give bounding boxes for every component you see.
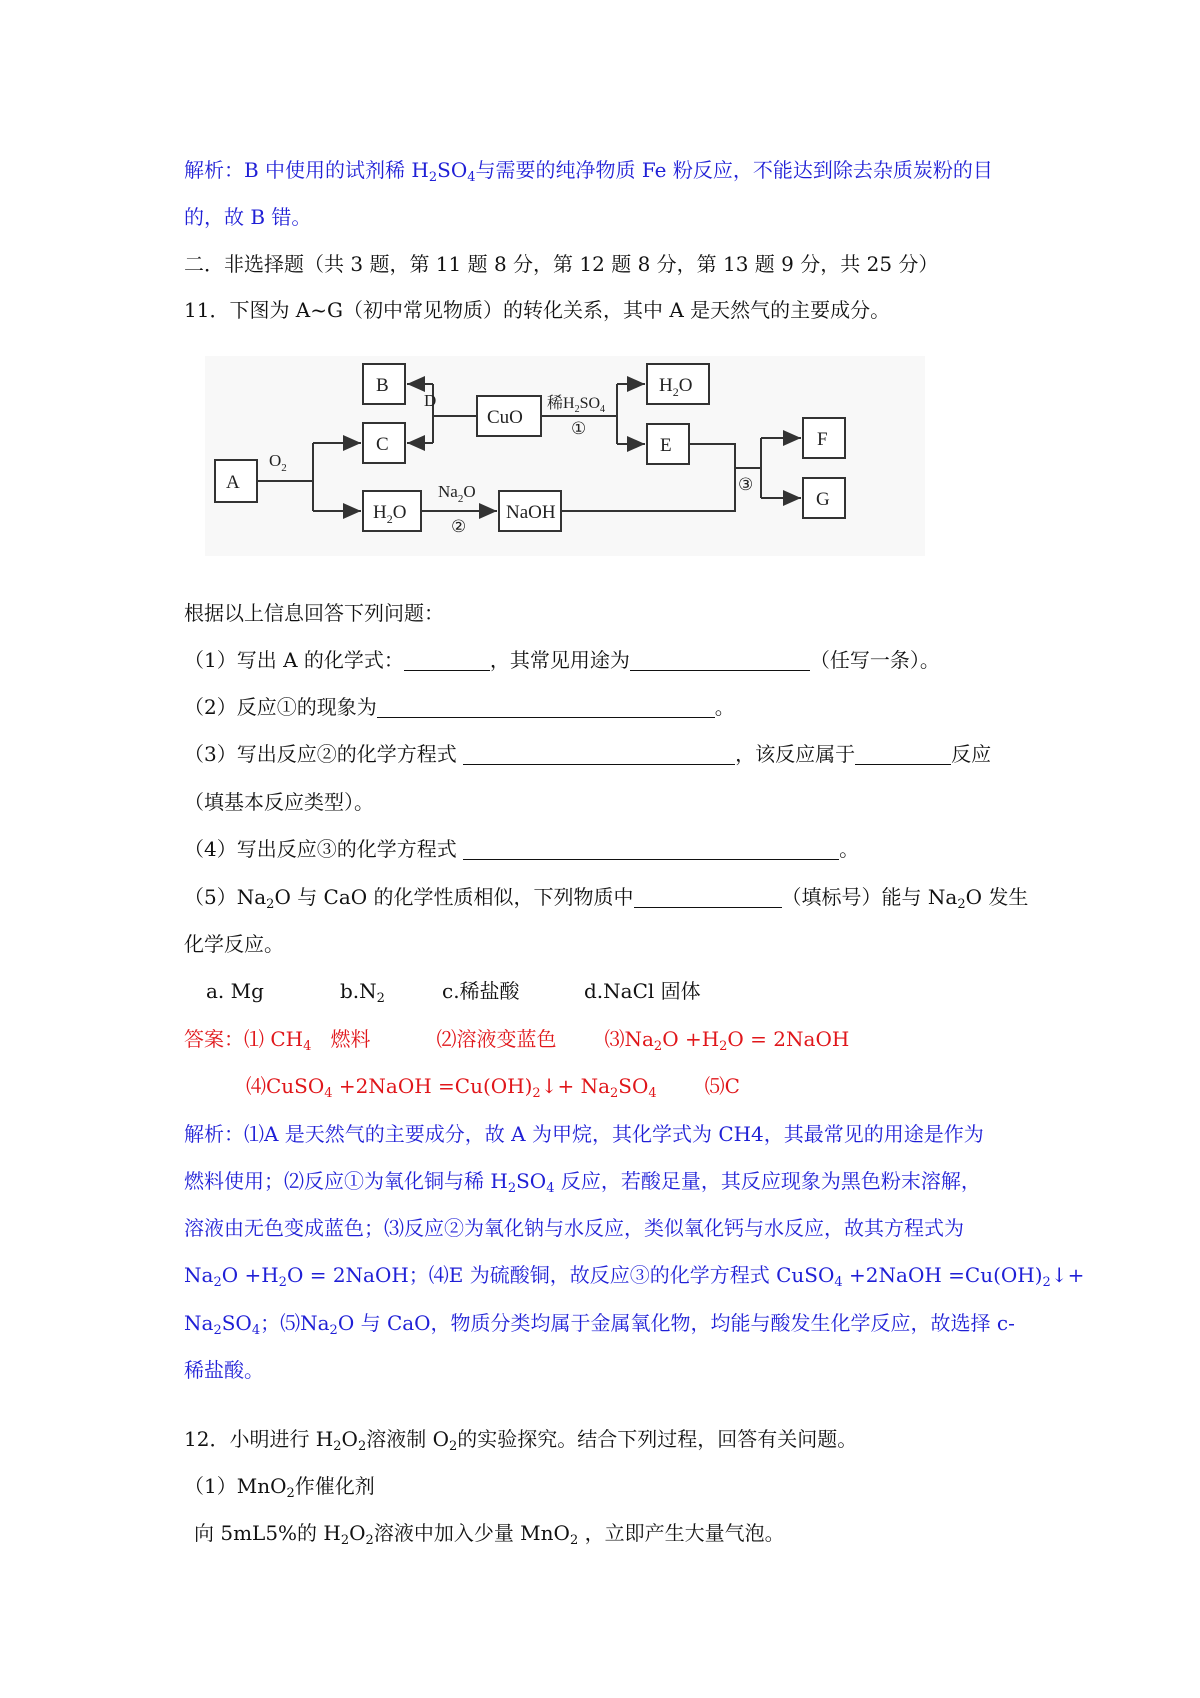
question-11-stem: 11．下图为 A~G（初中常见物质）的转化关系，其中 A 是天然气的主要成分。: [184, 298, 891, 322]
svg-text:③: [738, 475, 753, 494]
label-H2O-2: H: [659, 375, 673, 396]
q11-options: a. Mg $b.N_2$ c.稀盐酸 d.NaCl 固体: [206, 979, 701, 1006]
svg-text:H2O: $H_2O$: [659, 375, 693, 399]
q11-analysis-l3: 溶液由无色变成蓝色；⑶反应②为氧化钠与水反应，类似氧化钙与水反应，故其方程式为: [184, 1216, 964, 1240]
label-CuO: CuO: [487, 407, 523, 428]
q11-sub5: $(5)Na_2O$ 与 CaO 的化学性质相似，下列物质中 （填标号）能与 $Na_2O$ 发生: [184, 885, 1029, 912]
q12-sub1: （1）MnO$_2$作催化剂: [184, 1474, 375, 1501]
label-circle1: ①: [571, 419, 587, 438]
section-title: 二．非选择题（共 3 题，第 11 题 8 分，第 12 题 8 分，第 13 题 9 分，共 25 分）: [184, 252, 939, 276]
conversion-diagram: [205, 356, 925, 556]
label-F: F: [817, 429, 828, 450]
q11-sub3: （3）写出反应②的化学方程式 ，该反应属于 反应: [184, 742, 992, 766]
q11-answer-line1: 答案：⑴ $CH_4$ 燃料 ⑵溶液变蓝色 $⑶Na_2O +H_2O$ = 2NaOH: [184, 1027, 850, 1054]
question-12-stem: 12．小明进行 $H_2O_2$溶液制 $O_2$的实验探究。结合下列过程，回答有关问题。: [184, 1427, 858, 1454]
q12-sub1-text: 向 5mL5%的 $H_2O_2$溶液中加入少量 MnO$_2$ ，立即产生大量气泡。: [194, 1521, 785, 1548]
q11-analysis-l6: 稀盐酸。: [184, 1358, 264, 1382]
q11-sub1: （1）写出 A 的化学式： ，其常见用途为 （任写一条）。: [184, 648, 940, 672]
q11-sub5-cont: 化学反应。: [184, 932, 284, 956]
svg-text:O2: $O_2$: [269, 451, 287, 474]
label-A: A: [226, 472, 240, 493]
label-Na2O: Na: [438, 482, 458, 501]
svg-text:D: [424, 391, 436, 410]
svg-text:CuO: [487, 407, 523, 428]
svg-text:F: [817, 429, 828, 450]
label-E: E: [660, 435, 672, 456]
svg-text:Na2O: $Na_2O$: [438, 482, 476, 505]
svg-text:G: [816, 489, 830, 510]
label-H2O-1: H: [373, 502, 387, 523]
q11-sub2: （2）反应①的现象为 。: [184, 695, 735, 719]
svg-text:H2O: $H_2O$: [373, 502, 407, 526]
svg-text:稀H2SO4: 稀$H_2SO_4$: [547, 395, 606, 415]
q11-answer-line2: ⑷CuSO$_4$ +2NaOH $=Cu(OH)_2↓+ Na_2SO_4$ ⑸C: [246, 1074, 740, 1101]
label-D: D: [424, 391, 437, 410]
svg-text:E: [660, 435, 672, 456]
q11-sub4: （4）写出反应③的化学方程式 。: [184, 837, 860, 861]
q11-analysis-l5: $Na_2SO_4$；$⑸Na_2O$ 与 CaO，物质分类均属于金属氧化物，均能与酸发生化学反应，故选择 c-: [184, 1311, 1015, 1338]
q11-analysis-l2: 燃料使用；⑵反应①为氧化铜与稀 $H_2SO_4$ 反应，若酸足量，其反应现象为黑色粉末溶解，: [184, 1169, 981, 1196]
svg-text:A: [226, 472, 240, 493]
svg-text:C: [376, 434, 389, 455]
analysis-b-line2: 的，故 B 错。: [184, 205, 312, 229]
label-NaOH: NaOH: [506, 502, 556, 523]
svg-text:②: [451, 517, 466, 536]
label-B: B: [376, 375, 389, 396]
label-C: C: [376, 434, 389, 455]
label-O2: O: [269, 451, 282, 470]
q11-sub3-cont: （填基本反应类型）。: [184, 790, 374, 814]
svg-text:NaOH: [506, 502, 556, 523]
label-circle2: ②: [451, 517, 467, 536]
label-G: G: [816, 489, 830, 510]
svg-text:B: [376, 375, 389, 396]
label-circle3: ③: [738, 475, 754, 494]
analysis-b-line1: 解析：B 中使用的试剂稀 $H_2SO_4$与需要的纯净物质 Fe 粉反应，不能达到除去杂质炭粉的目: [184, 158, 993, 185]
svg-text:①: [571, 419, 586, 438]
q11-analysis-l4: $Na_2O +H_2O$ = 2NaOH；⑷E 为硫酸铜，故反应③的化学方程式 CuSO$_4$ +2NaOH $=Cu(OH)_2↓+$: [184, 1263, 1085, 1290]
label-reagent1: 稀H: [547, 395, 575, 412]
q11-analysis-l1: 解析：⑴A 是天然气的主要成分，故 A 为甲烷，其化学式为 CH4，其最常见的用途是作为: [184, 1122, 984, 1146]
q11-prompt: 根据以上信息回答下列问题：: [184, 601, 444, 625]
